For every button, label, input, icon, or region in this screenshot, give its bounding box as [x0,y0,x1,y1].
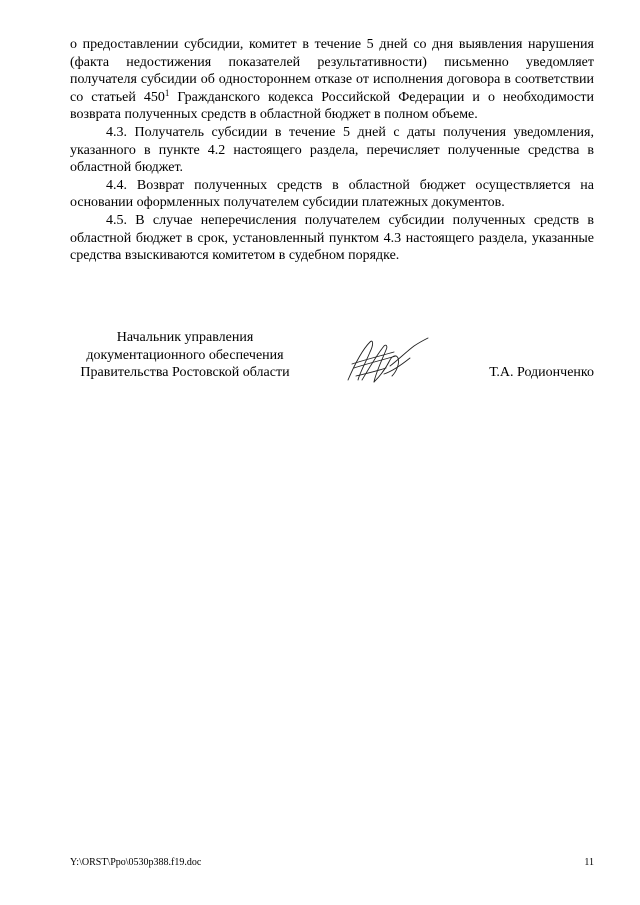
signatory-title-line-2: документационного обеспечения [86,347,284,363]
paragraph-continued-text: о предоставлении субсидии, комитет в течение 5 дней со дня выявления нарушения (факта недостижения показателей результативности) письменно уведомляет получателя субсидии об одностороннем отказе от исполнения договора в соответствии со статьей 450 [70,37,594,105]
handwritten-signature [340,336,436,388]
footer-page-number: 11 [584,857,594,868]
signatory-name: Т.А. Родионченко [489,365,594,380]
footer-file-path: Y:\ORST\Ppo\0530p388.f19.doc [70,857,202,868]
paragraph-4-5: 4.5. В случае неперечисления получателем субсидии полученных средств в областной бюджет в срок, установленный пунктом 4.3 настоящего раздела, указанные средства взыскиваются комитетом в судебном порядке. [70,212,594,264]
signatory-title-line-3: Правительства Ростовской области [80,365,290,381]
signatory-title-line-1: Начальник управления [116,330,254,345]
paragraph-continued-tail: Гражданского кодекса Российской Федерации и о необходимости возврата полученных средств в областной бюджет в полном объеме. [70,89,594,123]
signatory-title [62,329,308,382]
paragraph-4-4: 4.4. Возврат полученных средств в областной бюджет осуществляется на основании оформленных получателем субсидии платежных документов. [70,177,594,211]
paragraph-continued [70,36,594,124]
paragraph-4-3: 4.3. Получатель субсидии в течение 5 дней с даты получения уведомления, указанного в пункте 4.2 настоящего раздела, перечисляет полученные средства в областной бюджет. [70,124,594,176]
article-superscript: 1 [164,87,170,98]
document-body [70,36,594,265]
